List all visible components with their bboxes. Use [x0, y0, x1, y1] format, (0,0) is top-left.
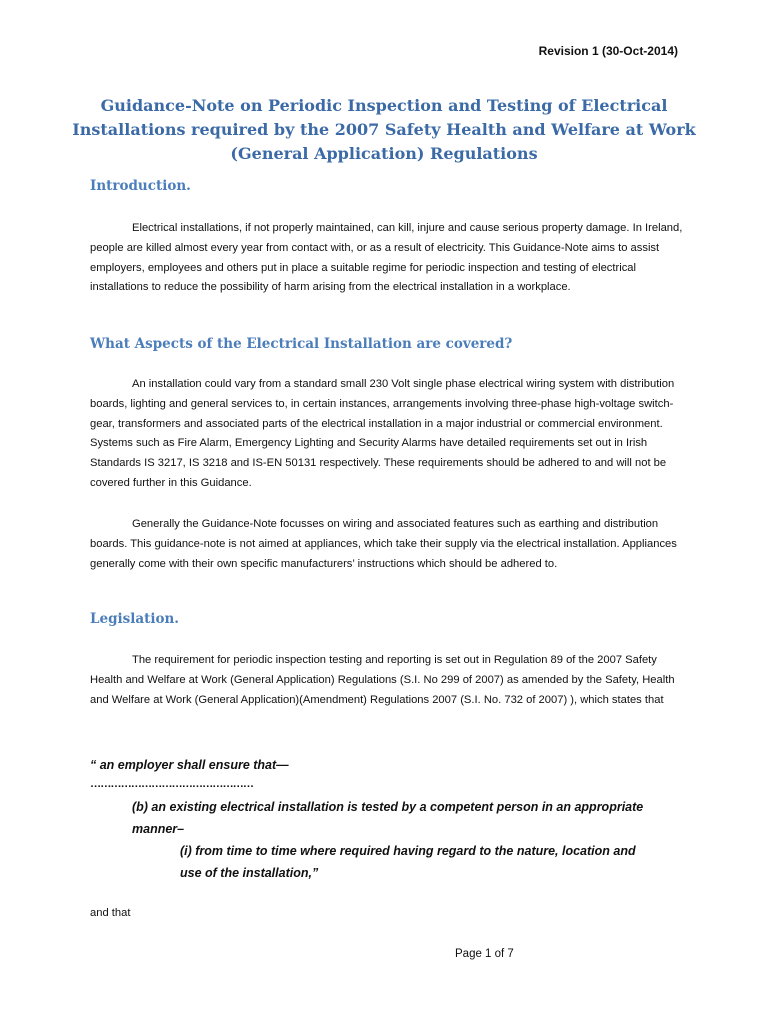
quote-ellipsis: ………………………………………… [90, 778, 253, 790]
document-title: Guidance-Note on Periodic Inspection and Testing of Electrical Installations required by the 2007 Safety Health and Welfare at Work (General Application) Regulations [72, 96, 696, 163]
page-number: Page 1 of 7 [455, 948, 514, 960]
quote-intro: “ an employer shall ensure that— [90, 758, 289, 772]
introduction-paragraph: Electrical installations, if not properly maintained, can kill, injure and cause serious property damage. In Ireland, people are killed almost every year from contact with, or as a result of electricity. This Guidance-Note aims to assist employers, employees and others put in place a suitable regime for periodic inspection and testing of electrical installations to reduce the possibility of harm arising from the electrical installation in a workplace. [90, 222, 683, 294]
quote-item-b-line-2: manner– [132, 822, 185, 836]
section-heading-introduction: Introduction. [90, 178, 191, 194]
section-heading-aspects: What Aspects of the Electrical Installation are covered? [90, 336, 513, 352]
section-heading-legislation: Legislation. [90, 611, 180, 627]
quote-item-i-line-2: use of the installation,” [180, 866, 319, 880]
quote-item-b-line-1: (b) an existing electrical installation is tested by a competent person in an appropriate [132, 800, 644, 814]
legislation-paragraph: The requirement for periodic inspection testing and reporting is set out in Regulation 89 of the 2007 Safety Health and Welfare at Work (General Application) Regulations (S.I. No 299 of 2007) as amended by the Safety, Health and Welfare at Work (General Application)(Amendment) Regulations 2007 (S.I. No. 732 of 2007) ), which states that [90, 654, 675, 706]
and-that-text: and that [90, 907, 131, 919]
quote-item-i-line-1: (i) from time to time where required having regard to the nature, location and [180, 844, 636, 858]
revision-label: Revision 1 (30-Oct-2014) [538, 44, 678, 58]
aspects-paragraph-2: Generally the Guidance-Note focusses on wiring and associated features such as earthing and distribution boards. This guidance-note is not aimed at appliances, which take their supply via the electrical installation. Appliances generally come with their own specific manufacturers’ instructions which should be adhered to. [90, 518, 677, 570]
aspects-paragraph-1: An installation could vary from a standard small 230 Volt single phase electrical wiring system with distribution boards, lighting and general services to, in certain instances, arrangements involving three-phase high-voltage switch-gear, transformers and associated parts of the electrical installation in a major industrial or commercial environment. Systems such as Fire Alarm, Emergency Lighting and Security Alarms have detailed requirements set out in Irish Standards IS 3217, IS 3218 and IS-EN 50131 respectively. These requirements should be adhered to and will not be covered further in this Guidance. [90, 378, 675, 489]
